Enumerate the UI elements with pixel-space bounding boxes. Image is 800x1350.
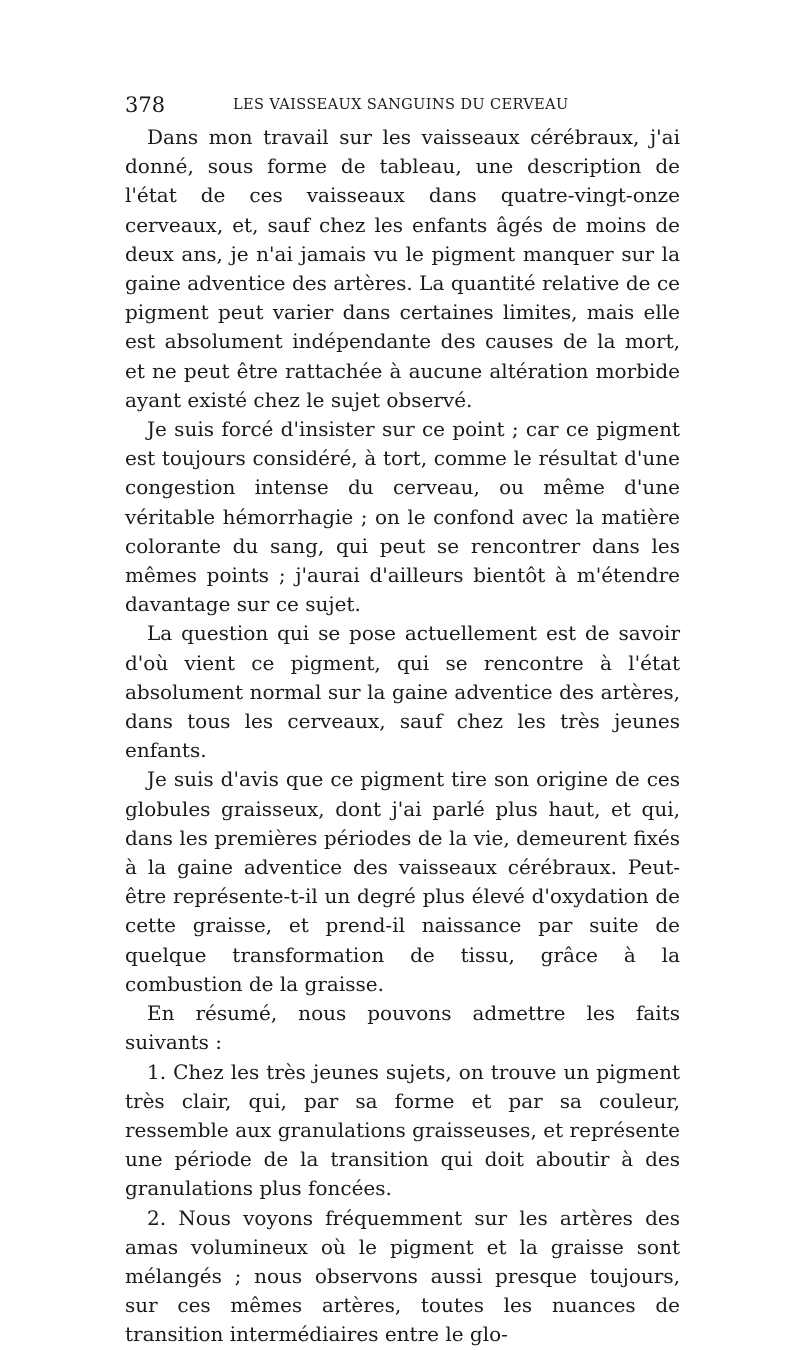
numbered-item-2: 2. Nous voyons fréquemment sur les artères des amas volumineux où le pigment et la graisse sont mélangés ; nous observons aussi presque toujours, sur ces mêmes artères, toutes les nuances de transition intermédiaires entre le glo- (125, 1205, 680, 1347)
page-number: 378 (125, 93, 166, 117)
running-title: LES VAISSEAUX SANGUINS DU CERVEAU (233, 97, 569, 113)
paragraph-4: Je suis d'avis que ce pigment tire son origine de ces globules graisseux, dont j'ai parlé plus haut, et qui, dans les premières périodes de la vie, demeurent fixés à la gaine adventice des vaisseaux cérébraux. Peut-être représente-t-il un degré plus élevé d'oxydation de cette graisse, et prend-il naissance par suite de quelque transformation de tissu, grâce à la combustion de la graisse. (125, 767, 680, 996)
paragraph-3: La question qui se pose actuellement est de savoir d'où vient ce pigment, qui se rencontre à l'état absolument normal sur la gaine adventice des artères, dans tous les cerveaux, sauf chez les très jeunes enfants. (125, 621, 680, 763)
paragraph-5: En résumé, nous pouvons admettre les faits suivants : (125, 1001, 680, 1055)
paragraph-1: Dans mon travail sur les vaisseaux cérébraux, j'ai donné, sous forme de tableau, une description de l'état de ces vaisseaux dans quatre-vingt-onze cerveaux, et, sauf chez les enfants âgés de moins de deux ans, je n'ai jamais vu le pigment manquer sur la gaine adventice des artères. La quantité relative de ce pigment peut varier dans certaines limites, mais elle est absolument indépendante des causes de la mort, et ne peut être rattachée à aucune altération morbide ayant existé chez le sujet observé. (125, 125, 680, 412)
page-header (125, 92, 680, 118)
paragraph-2: Je suis forcé d'insister sur ce point ; car ce pigment est toujours considéré, à tort, comme le résultat d'une congestion intense du cerveau, ou même d'une véritable hémorrhagie ; on le confond avec la matière colorante du sang, qui peut se rencontrer dans les mêmes points ; j'aurai d'ailleurs bientôt à m'étendre davantage sur ce sujet. (125, 417, 680, 617)
text-body (125, 123, 680, 1350)
numbered-item-1: 1. Chez les très jeunes sujets, on trouve un pigment très clair, qui, par sa forme et par sa couleur, ressemble aux granulations graisseuses, et représente une période de la transition qui doit aboutir à des granulations plus foncées. (125, 1059, 680, 1201)
